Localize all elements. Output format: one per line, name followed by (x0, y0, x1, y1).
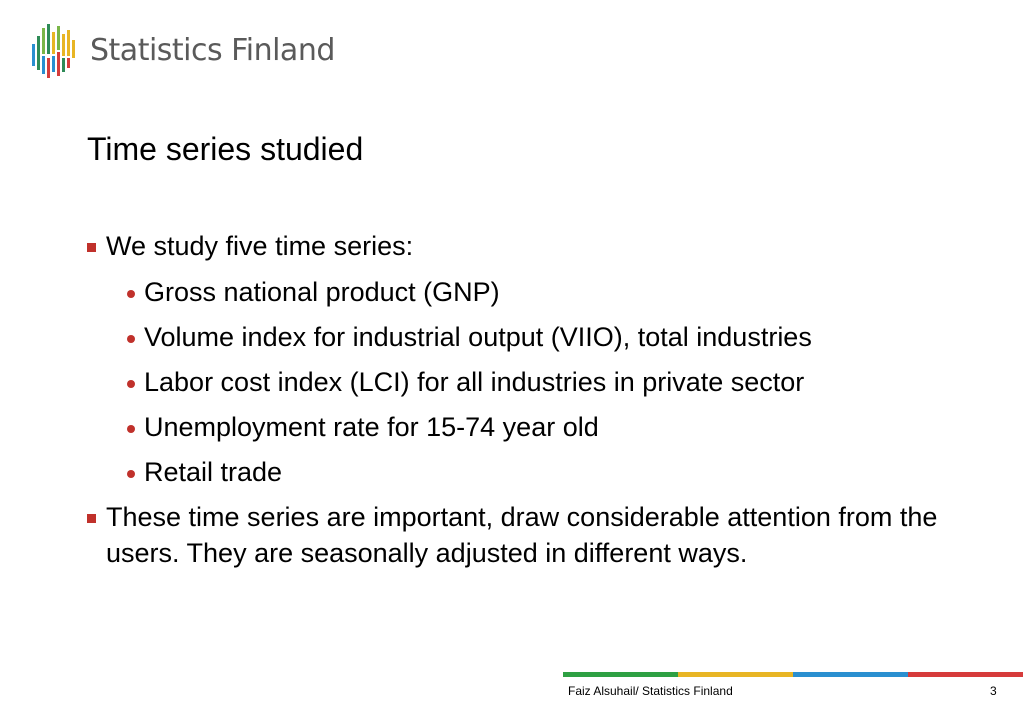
logo-text: Statistics Finland (90, 32, 335, 68)
sub-bullet-text: Volume index for industrial output (VIIO), total industries (144, 322, 812, 352)
dot-bullet-icon (127, 335, 135, 343)
footer-bar-segment-green (563, 672, 678, 677)
dot-bullet-icon (127, 290, 135, 298)
dot-bullet-icon (127, 425, 135, 433)
sub-bullet-list (87, 274, 967, 490)
bullet-text: These time series are important, draw considerable attention from the users. They are seasonally adjusted in different ways. (106, 502, 938, 568)
square-bullet-icon (87, 514, 96, 523)
logo (30, 22, 335, 82)
sub-bullet-text: Labor cost index (LCI) for all industries in private sector (144, 367, 805, 397)
page-number: 3 (990, 684, 997, 698)
footer-author: Faiz Alsuhail/ Statistics Finland (568, 684, 733, 698)
dot-bullet-icon (127, 380, 135, 388)
bullet-text: We study five time series: (106, 231, 414, 261)
sub-bullet-item (127, 409, 967, 445)
sub-bullet-text: Gross national product (GNP) (144, 277, 500, 307)
square-bullet-icon (87, 243, 96, 252)
sub-bullet-item (127, 274, 967, 310)
footer-bar-segment-yellow (678, 672, 793, 677)
footer-bar-segment-red (908, 672, 1023, 677)
footer-color-bar (563, 672, 1023, 677)
slide-content (87, 228, 967, 581)
slide-title: Time series studied (87, 131, 364, 167)
bullet-item (87, 499, 967, 571)
sub-bullet-item (127, 364, 967, 400)
sub-bullet-text: Retail trade (144, 457, 283, 487)
footer-bar-segment-blue (793, 672, 908, 677)
sub-bullet-item (127, 454, 967, 490)
statistics-finland-logo-icon (30, 22, 76, 82)
dot-bullet-icon (127, 470, 135, 478)
bullet-item (87, 228, 967, 264)
sub-bullet-item (127, 319, 967, 355)
sub-bullet-text: Unemployment rate for 15-74 year old (144, 412, 599, 442)
